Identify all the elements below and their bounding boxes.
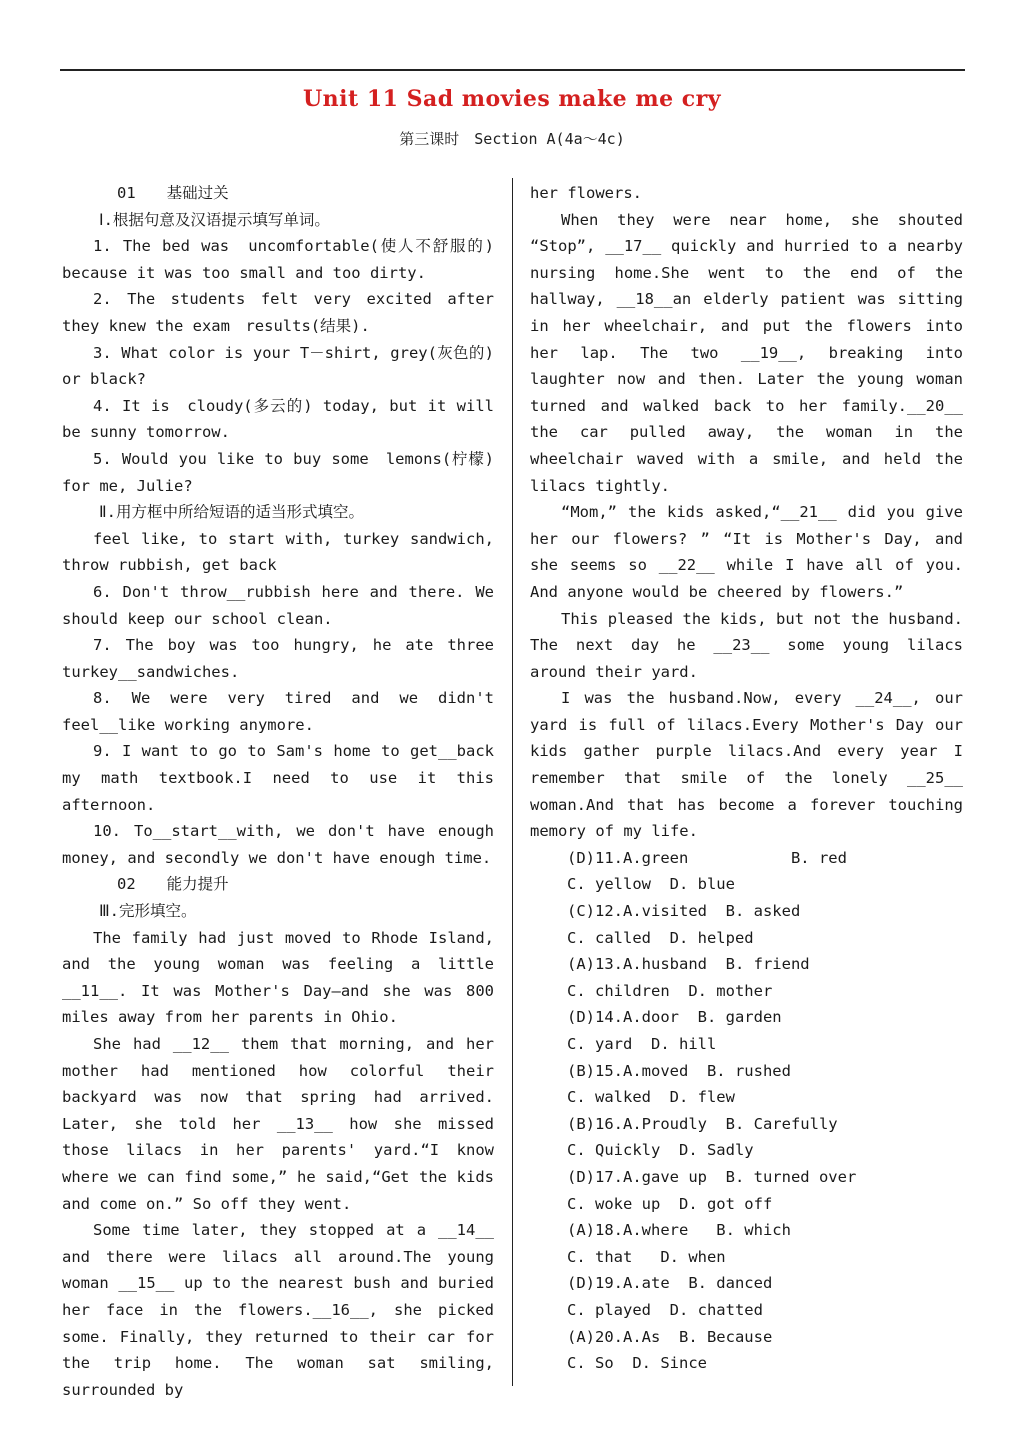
answer-option-line: C. walked D. flew	[567, 1088, 735, 1107]
paragraph: Some time later, they stopped at a __14__ and there were lilacs all around.The young woman __15__ up to the nearest bush and buried her face in the flowers.__16__, she picked some. Finally, they returned to their car for the trip home. The woman sat smiling, surrounded by	[62, 1221, 494, 1399]
left-column	[62, 180, 494, 1403]
paragraph: feel like, to start with, turkey sandwich, throw rubbish, get back	[62, 529, 494, 575]
answer-option-line: (B)15.A.moved B. rushed	[567, 1061, 791, 1080]
page-title: Unit 11 Sad movies make me cry	[302, 86, 722, 112]
paragraph: 3. What color is your T－shirt, grey(灰色的) or black?	[62, 343, 494, 389]
answer-option-line: C. yard D. hill	[567, 1035, 717, 1053]
paragraph: 10. To__start__with, we don't have enough money, and secondly we don't have enough time.	[62, 822, 494, 867]
paragraph: 1. The bed was uncomfortable(使人不舒服的) because it was too small and too dirty.	[62, 237, 494, 282]
paragraph: The family had just moved to Rhode Island, and the young woman was feeling a little __11__. It was Mother's Day—and she was 800 miles away from her parents in Ohio.	[62, 928, 494, 1027]
paragraph: 4. It is cloudy(多云的) today, but it will be sunny tomorrow.	[62, 396, 494, 442]
answer-option-line: (D)19.A.ate B. danced	[567, 1274, 773, 1293]
instruction-line: Ⅱ.用方框中所给短语的适当形式填空。	[99, 503, 364, 522]
section-heading: 02 能力提升	[117, 875, 229, 894]
answer-option-line: (D)17.A.gave up B. turned over	[567, 1167, 857, 1186]
right-column	[530, 180, 963, 1377]
paragraph: 6. Don't throw__rubbish here and there. We should keep our school clean.	[62, 582, 494, 628]
answer-option-line: (D)11.A.green B. red	[567, 848, 847, 867]
instruction-line: Ⅰ.根据句意及汉语提示填写单词。	[99, 210, 330, 229]
paragraph: 9. I want to go to Sam's home to get__back my math textbook.I need to use it this afternoon.	[62, 742, 494, 814]
paragraph: She had __12__ them that morning, and her mother had mentioned how colorful their backyard was now that spring had arrived. Later, she told her __13__ how she missed those lilacs in her parents' yard.“I know where we can find some,” he said,“Get the kids and come on.” So off they went.	[62, 1035, 494, 1213]
answer-option-line: C. played D. chatted	[567, 1300, 763, 1319]
paragraph: 2. The students felt very excited after they knew the exam results(结果).	[62, 290, 494, 335]
answer-option-line: (A)20.A.As B. Because	[567, 1327, 773, 1346]
paragraph: When they were near home, she shouted “Stop”, __17__ quickly and hurried to a nearby nursing home.She went to the end of the hallway, __18__an elderly patient was sitting in her wheelchair, and put the flowers into her lap. The two __19__, breaking into laughter now and then. Later the young woman turned and walked back to her family.__20__ the car pulled away, the woman in the wheelchair waved with a smile, and held the lilacs tightly.	[530, 210, 963, 495]
paragraph: This pleased the kids, but not the husband. The next day he __23__ some young lilacs around their yard.	[530, 609, 963, 681]
column-divider	[512, 178, 513, 1386]
answer-option-line: (A)18.A.where B. which	[567, 1221, 791, 1240]
answer-option-line: (A)13.A.husband B. friend	[567, 955, 810, 974]
paragraph: 8. We were very tired and we didn't feel__like working anymore.	[62, 689, 494, 734]
paragraph: 5. Would you like to buy some lemons(柠檬) for me, Julie?	[62, 449, 494, 495]
answer-option-line: (B)16.A.Proudly B. Carefully	[567, 1114, 838, 1133]
header-rule	[60, 69, 965, 71]
section-heading: 01 基础过关	[117, 184, 229, 202]
instruction-line: Ⅲ.完形填空。	[99, 902, 197, 921]
paragraph: her flowers.	[530, 184, 642, 202]
answer-option-line: C. that D. when	[567, 1247, 726, 1266]
answer-option-line: C. children D. mother	[567, 981, 773, 1000]
answer-option-line: C. woke up D. got off	[567, 1194, 773, 1213]
paragraph: 7. The boy was too hungry, he ate three turkey__sandwiches.	[62, 636, 494, 681]
paragraph: “Mom,” the kids asked,“__21__ did you give her our flowers? ” “It is Mother's Day, and she seems so __22__ while I have all of you. And anyone would be cheered by flowers.”	[530, 503, 963, 601]
answer-option-line: C. called D. helped	[567, 928, 754, 947]
answer-option-line: C. yellow D. blue	[567, 875, 735, 894]
answer-option-line: (D)14.A.door B. garden	[567, 1008, 782, 1027]
answer-option-line: (C)12.A.visited B. asked	[567, 902, 801, 921]
page-subtitle: 第三课时 Section A(4a～4c)	[399, 130, 625, 148]
answer-option-line: C. So D. Since	[567, 1354, 707, 1373]
answer-option-line: C. Quickly D. Sadly	[567, 1141, 754, 1160]
paragraph: I was the husband.Now, every __24__, our yard is full of lilacs.Every Mother's Day our kids gather purple lilacs.And every year I remember that smile of the lonely __25__ woman.And that has become a forever touching memory of my life.	[530, 689, 963, 841]
